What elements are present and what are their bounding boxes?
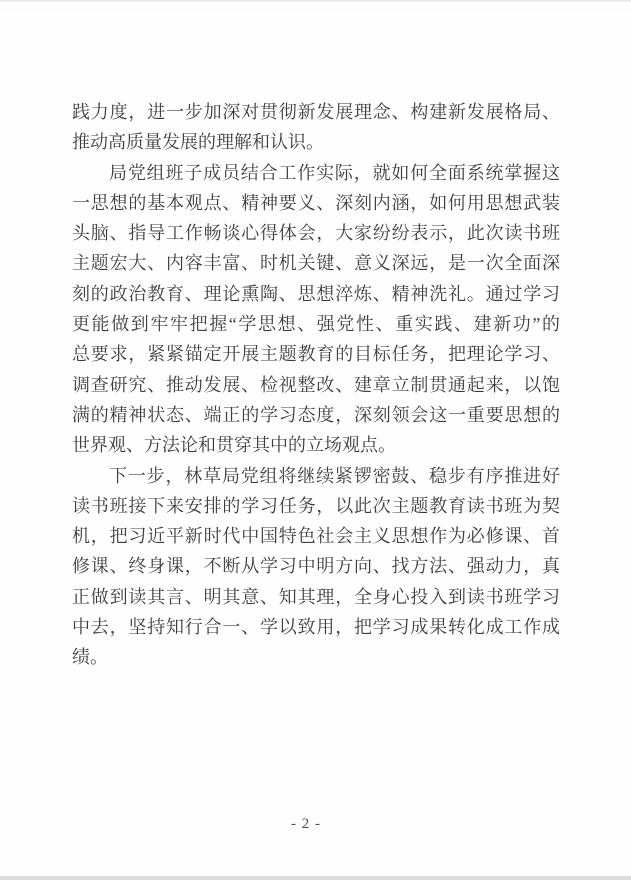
text-line: 世界观、方法论和贯穿其中的立场观点。	[72, 435, 396, 456]
document-body-text	[72, 97, 560, 673]
text-line: 调查研究、推动发展、检视整改、建章立制贯通起来，以饱	[72, 374, 560, 395]
text-line: 总要求，紧紧锚定开展主题教育的目标任务，把理论学习、	[72, 344, 560, 365]
text-line: 刻的政治教育、理论熏陶、思想淬炼、精神洗礼。通过学习	[72, 283, 560, 304]
page-bottom-edge-bar	[0, 876, 631, 880]
text-line: 头脑、指导工作畅谈心得体会，大家纷纷表示，此次读书班	[72, 223, 560, 244]
text-line: 满的精神状态、端正的学习态度，深刻领会这一重要思想的	[72, 404, 560, 425]
text-line: 一思想的基本观点、精神要义、深刻内涵，如何用思想武装	[72, 192, 560, 213]
text-line: 正做到读其言、明其意、知其理，全身心投入到读书班学习	[72, 586, 560, 607]
page-top-faint-line	[0, 9, 631, 10]
page-number: - 2 -	[291, 816, 321, 832]
text-line: 绩。	[72, 647, 108, 668]
text-line: 修课、终身课，不断从学习中明方向、找方法、强动力，真	[72, 556, 560, 577]
text-line: 中去，坚持知行合一、学以致用，把学习成果转化成工作成	[72, 617, 560, 638]
text-line: 践力度，进一步加深对贯彻新发展理念、构建新发展格局、	[72, 102, 560, 122]
text-line: 下一步，林草局党组将继续紧锣密鼓、稳步有序推进好	[109, 465, 560, 486]
text-line: 推动高质量发展的理解和认识。	[72, 132, 324, 153]
text-line: 更能做到牢牢把握“学思想、强党性、重实践、建新功”的	[72, 314, 560, 335]
text-line: 局党组班子成员结合工作实际，就如何全面系统掌握这	[109, 162, 560, 183]
page-top-edge-line	[0, 0, 631, 2]
text-line: 机，把习近平新时代中国特色社会主义思想作为必修课、首	[72, 526, 560, 547]
text-line: 主题宏大、内容丰富、时机关键、意义深远，是一次全面深	[72, 253, 560, 274]
text-line: 读书班接下来安排的学习任务，以此次主题教育读书班为契	[72, 495, 560, 516]
